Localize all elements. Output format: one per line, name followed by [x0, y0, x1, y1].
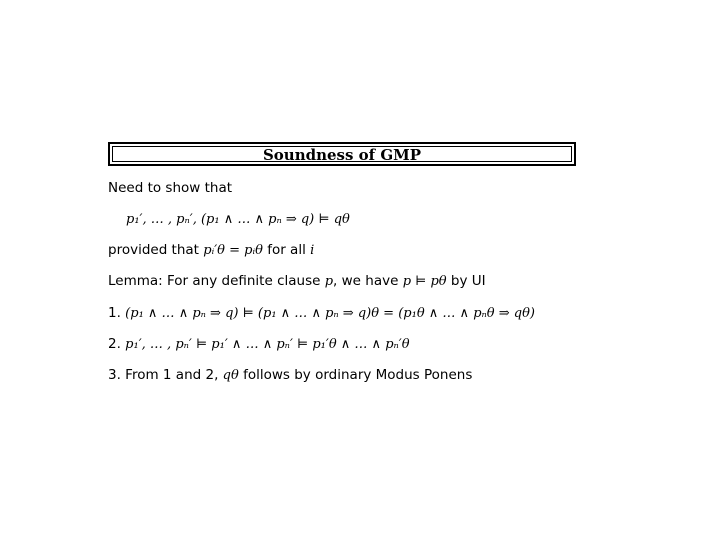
step-3-suffix: follows by ordinary Modus Ponens	[238, 367, 473, 383]
step-2-formula: p₁′, … , pₙ′ ⊨ p₁′ ∧ … ∧ pₙ′ ⊨ p₁′θ ∧ … ∧ pₙ′θ	[125, 337, 410, 352]
slide-title: Soundness of GMP	[262, 146, 422, 164]
lemma-line	[108, 272, 486, 291]
provided-formula: pᵢ′θ = pᵢθ	[203, 243, 263, 258]
step-3-prefix: 3. From 1 and 2,	[108, 367, 223, 383]
provided-tail: for all	[262, 242, 311, 258]
intro-text: Need to show that	[108, 180, 233, 196]
step-2-line	[108, 335, 410, 354]
step-3-formula: qθ	[222, 368, 239, 383]
lemma-var: p	[324, 274, 334, 289]
step-2-number: 2.	[108, 336, 126, 352]
lemma-tail: by UI	[446, 273, 486, 289]
step-1-line	[108, 304, 535, 323]
lemma-formula: p ⊨ pθ	[402, 274, 447, 289]
entailment-line	[126, 210, 350, 229]
step-1-number: 1.	[108, 305, 126, 321]
provided-line	[108, 241, 314, 260]
lemma-mid: , we have	[333, 273, 403, 289]
intro-line	[108, 179, 232, 197]
step-1-formula: (p₁ ∧ … ∧ pₙ ⇒ q) ⊨ (p₁ ∧ … ∧ pₙ ⇒ q)θ = (p₁θ ∧ … ∧ pₙθ ⇒ qθ)	[125, 306, 535, 321]
entailment-formula: p₁′, … , pₙ′, (p₁ ∧ … ∧ pₙ ⇒ q) ⊨ qθ	[126, 212, 350, 227]
provided-label: provided that	[108, 242, 204, 258]
lemma-label: Lemma: For any definite clause	[108, 273, 325, 289]
step-3-line	[108, 366, 472, 385]
title-box	[108, 142, 576, 166]
provided-var: i	[310, 243, 315, 258]
